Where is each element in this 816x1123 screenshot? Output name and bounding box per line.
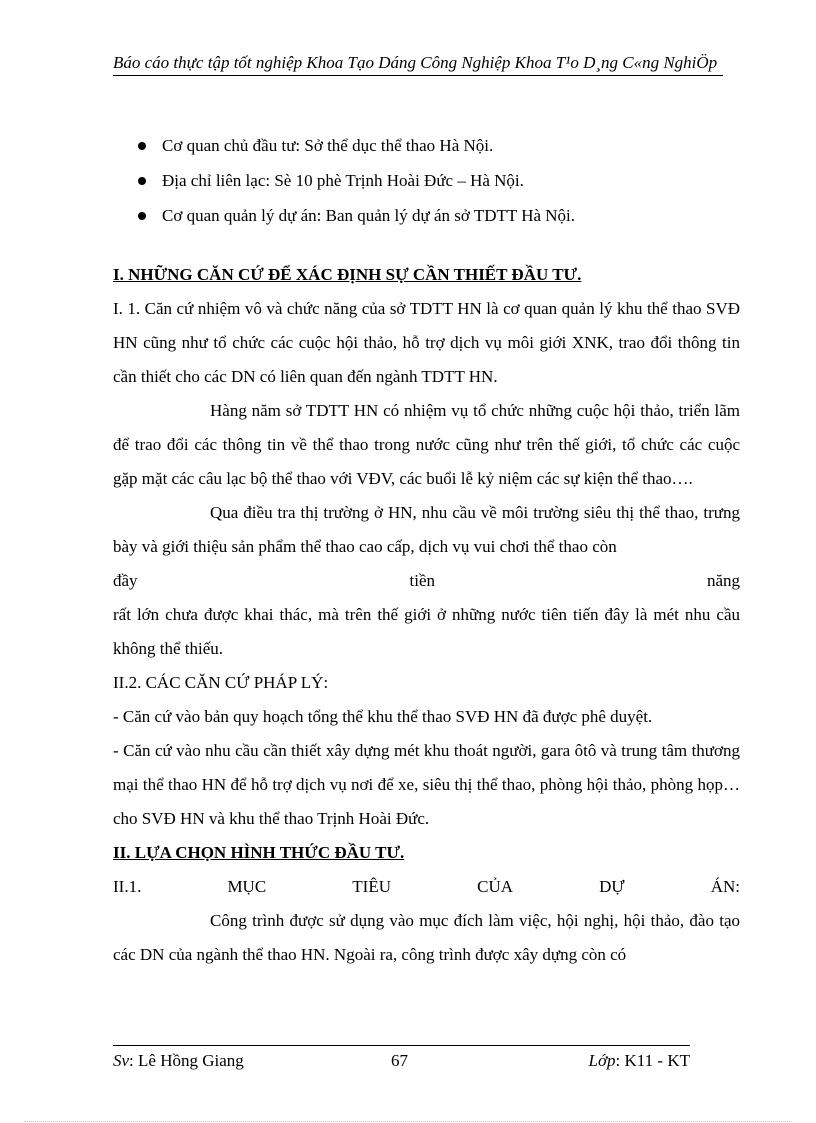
bullet-icon <box>138 177 146 185</box>
bullet-icon <box>138 212 146 220</box>
legal-item: - Căn cứ vào bản quy hoạch tổng thể khu thể thao SVĐ HN đã được phê duyệt. <box>113 707 653 726</box>
header-text: Báo cáo thực tập tốt nghiệp Khoa Tạo Dáng Công Nghiệp Khoa T¹o D¸ng C«ng NghiÖp <box>113 53 718 72</box>
section-heading: II. LỰA CHỌN HÌNH THỨC ĐẦU TƯ. <box>113 843 405 862</box>
subsection-heading: II.2. CÁC CĂN CỨ PHÁP LÝ: <box>113 673 329 692</box>
legal-item: - Căn cứ vào nhu cầu cần thiết xây dựng mét khu thoát người, gara ôtô và trung tâm thương mại thể thao HN để hỗ trợ dịch vụ nơi để xe, siêu thị thể thao, phòng hội thảo, phòng họp… cho SVĐ HN và khu thể thao Trịnh Hoài Đức. <box>113 741 740 828</box>
paragraph: Qua điều tra thị trường ở HN, nhu cầu về môi trường siêu thị thể thao, trưng bày và giới thiệu sản phẩm thể thao cao cấp, dịch vụ vui chơi thể thao còn <box>113 503 740 556</box>
main-body <box>113 258 740 972</box>
page-number: 67 <box>391 1051 408 1070</box>
class-label: Lớp: K11 - KT <box>588 1051 690 1070</box>
section-heading: I. NHỮNG CĂN CỨ ĐỂ XÁC ĐỊNH SỰ CẦN THIẾT ĐẦU TƯ. <box>113 265 582 284</box>
paragraph: I. 1. Căn cứ nhiệm vô và chức năng của sở TDTT HN là cơ quan quản lý khu thể thao SVĐ HN cũng như tổ chức các cuộc hội thảo, hỗ trợ dịch vụ môi giới XNK, trao đổi thông tin cần thiết cho các DN có liên quan đến ngành TDTT HN. <box>113 299 740 386</box>
bullet-item: Địa chỉ liên lạc: Sè 10 phè Trịnh Hoài Đức – Hà Nội. <box>138 163 738 198</box>
paragraph: rất lớn chưa được khai thác, mà trên thế giới ở những nước tiên tiến đây là mét nhu cầu không thể thiếu. <box>113 605 740 658</box>
bullet-item: Cơ quan chủ đầu tư: Sở thể dục thể thao Hà Nội. <box>138 128 738 163</box>
subsection-heading: II.1. MỤC TIÊU CỦA DỰ ÁN: <box>113 877 740 896</box>
paragraph: Công trình được sử dụng vào mục đích làm việc, hội nghị, hội thảo, đào tạo các DN của ngành thể thao HN. Ngoài ra, công trình được xây dựng còn có <box>113 911 740 964</box>
page-bottom-dotted-rule <box>24 1121 792 1122</box>
spread-line: đầy tiền năng <box>113 571 740 590</box>
paragraph: Hàng năm sở TDTT HN có nhiệm vụ tổ chức những cuộc hội thảo, triển lãm để trao đổi các thông tin về thể thao trong nước cũng như trên thế giới, tổ chức các cuộc gặp mặt các câu lạc bộ thể thao với VĐV, các buổi lễ kỷ niệm các sự kiện thể thao…. <box>113 401 740 488</box>
student-name: Sv: Lê Hồng Giang <box>113 1051 244 1070</box>
page-header <box>113 52 723 76</box>
bullet-list <box>138 128 738 233</box>
bullet-icon <box>138 142 146 150</box>
bullet-item: Cơ quan quản lý dự án: Ban quản lý dự án sở TDTT Hà Nội. <box>138 198 738 233</box>
footer-divider <box>113 1045 690 1046</box>
